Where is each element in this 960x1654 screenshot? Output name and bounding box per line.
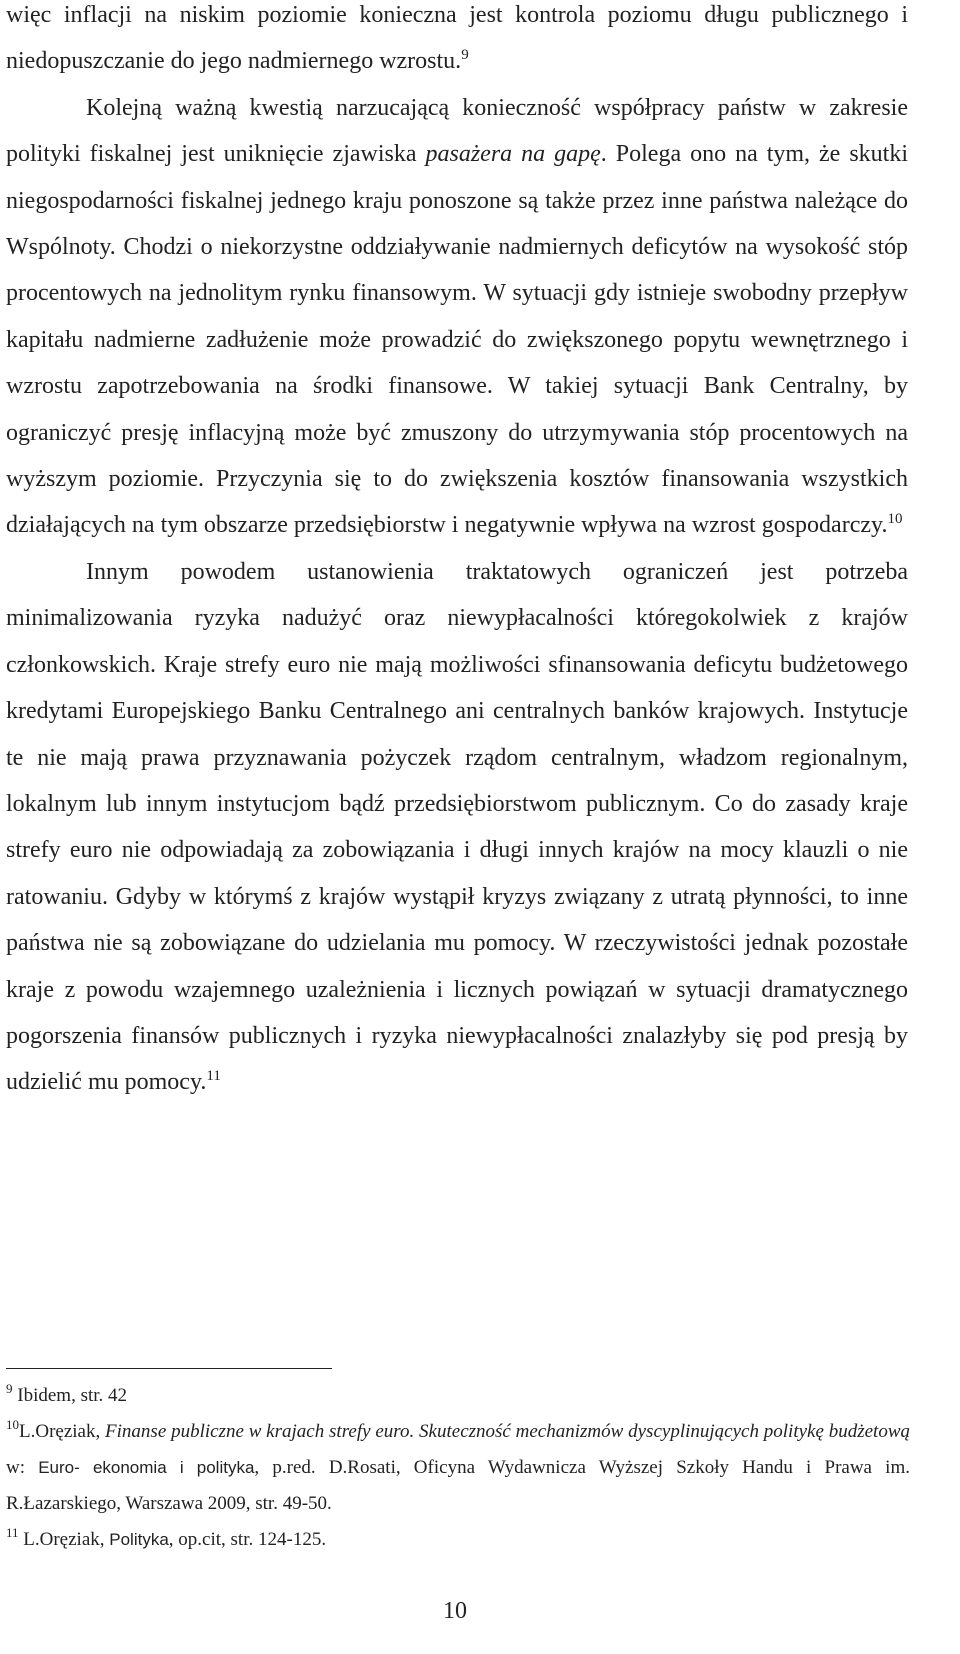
- paragraph-1: [6, 0, 908, 85]
- paragraph-2-italic: pasażera na gapę: [425, 141, 601, 168]
- footnote-ref-9[interactable]: 9: [461, 47, 469, 64]
- page-number: 10: [443, 1598, 467, 1624]
- paragraph-2-text-a: Kolejną ważną kwestią narzucającą konieczność współpracy państw w zakresie polityki fiskalnej jest uniknięcie zjawiska: [6, 94, 908, 168]
- footnote-10-w: w:: [6, 1457, 39, 1478]
- footnote-ref-10[interactable]: 10: [887, 511, 903, 528]
- paragraph-2-text-b: . Polega ono na tym, że skutki niegospodarności fiskalnej jednego kraju ponoszone są także przez inne państwa należące do Wspólnoty. Chodzi o niekorzystne oddziaływanie nadmiernych deficytów na wysokość stóp procentowych na jednolitym rynku finansowym. W sytuacji gdy istnieje swobodny przepływ kapitału nadmierne zadłużenie może prowadzić do zwiększonego popytu wewnętrznego i wzrostu zapotrzebowania na środki finansowe. W takiej sytuacji Bank Centralny, by ograniczyć presję inflacyjną może być zmuszony do utrzymywania stóp procentowych na wyższym poziomie. Przyczynia się to do zwiększenia kosztów finansowania wszystkich działających na tym obszarze przedsiębiorstw i negatywnie wpływa na wzrost gospodarczy.: [6, 141, 908, 539]
- footnote-10-source: Euro- ekonomia i polityka: [38, 1458, 255, 1477]
- footnote-separator: [6, 1368, 332, 1369]
- footnote-10-title: Finanse publiczne w krajach strefy euro. Skuteczność mechanizmów dyscyplinujących politykę budżetową: [105, 1421, 910, 1442]
- footnote-11-source: Polityka: [109, 1530, 169, 1549]
- footnote-9: [6, 1378, 910, 1414]
- footnotes: [6, 1378, 910, 1558]
- paragraph-3: [6, 549, 908, 1106]
- footnote-9-text: Ibidem, str. 42: [12, 1385, 128, 1406]
- page-body: [6, 0, 908, 1106]
- footnote-9-number: 9: [6, 1381, 13, 1396]
- footnote-ref-11[interactable]: 11: [206, 1068, 221, 1085]
- footnote-11-author: L.Oręziak,: [18, 1529, 110, 1550]
- footnote-11-number: 11: [6, 1525, 19, 1540]
- footnote-11: [6, 1522, 910, 1558]
- paragraph-3-text: Innym powodem ustanowienia traktatowych ograniczeń jest potrzeba minimalizowania ryzyka nadużyć oraz niewypłacalności któregokolwiek z krajów członkowskich. Kraje strefy euro nie mają możliwości sfinansowania deficytu budżetowego kredytami Europejskiego Banku Centralnego ani centralnych banków krajowych. Instytucje te nie mają prawa przyznawania pożyczek rządom centralnym, władzom regionalnym, lokalnym lub innym instytucjom bądź przedsiębiorstwom publicznym. Co do zasady kraje strefy euro nie odpowiadają za zobowiązania i długi innych krajów na mocy klauzli o nie ratowaniu. Gdyby w którymś z krajów wystąpił kryzys związany z utratą płynności, to inne państwa nie są zobowiązane do udzielania mu pomocy. W rzeczywistości jednak pozostałe kraje z powodu wzajemnego uzależnienia i licznych powiązań w sytuacji dramatycznego pogorszenia finansów publicznych i ryzyka niewypłacalności znalazłyby się pod presją by udzielić mu pomocy.: [6, 558, 908, 1096]
- footnote-10-number: 10: [6, 1417, 19, 1432]
- paragraph-1-text: więc inflacji na niskim poziomie konieczna jest kontrola poziomu długu publicznego i niedopuszczanie do jego nadmiernego wzrostu.: [6, 2, 908, 75]
- footnote-10-author: L.Oręziak,: [19, 1421, 106, 1442]
- footnote-11-rest: , op.cit, str. 124-125.: [168, 1529, 327, 1550]
- footnote-10-rest: , p.red. D.Rosati, Oficyna Wydawnicza Wyższej Szkoły Handu i Prawa im. R.Łazarskiego, Warszawa 2009, str. 49-50.: [6, 1457, 910, 1514]
- footnote-10: [6, 1414, 910, 1522]
- paragraph-2: [6, 85, 908, 549]
